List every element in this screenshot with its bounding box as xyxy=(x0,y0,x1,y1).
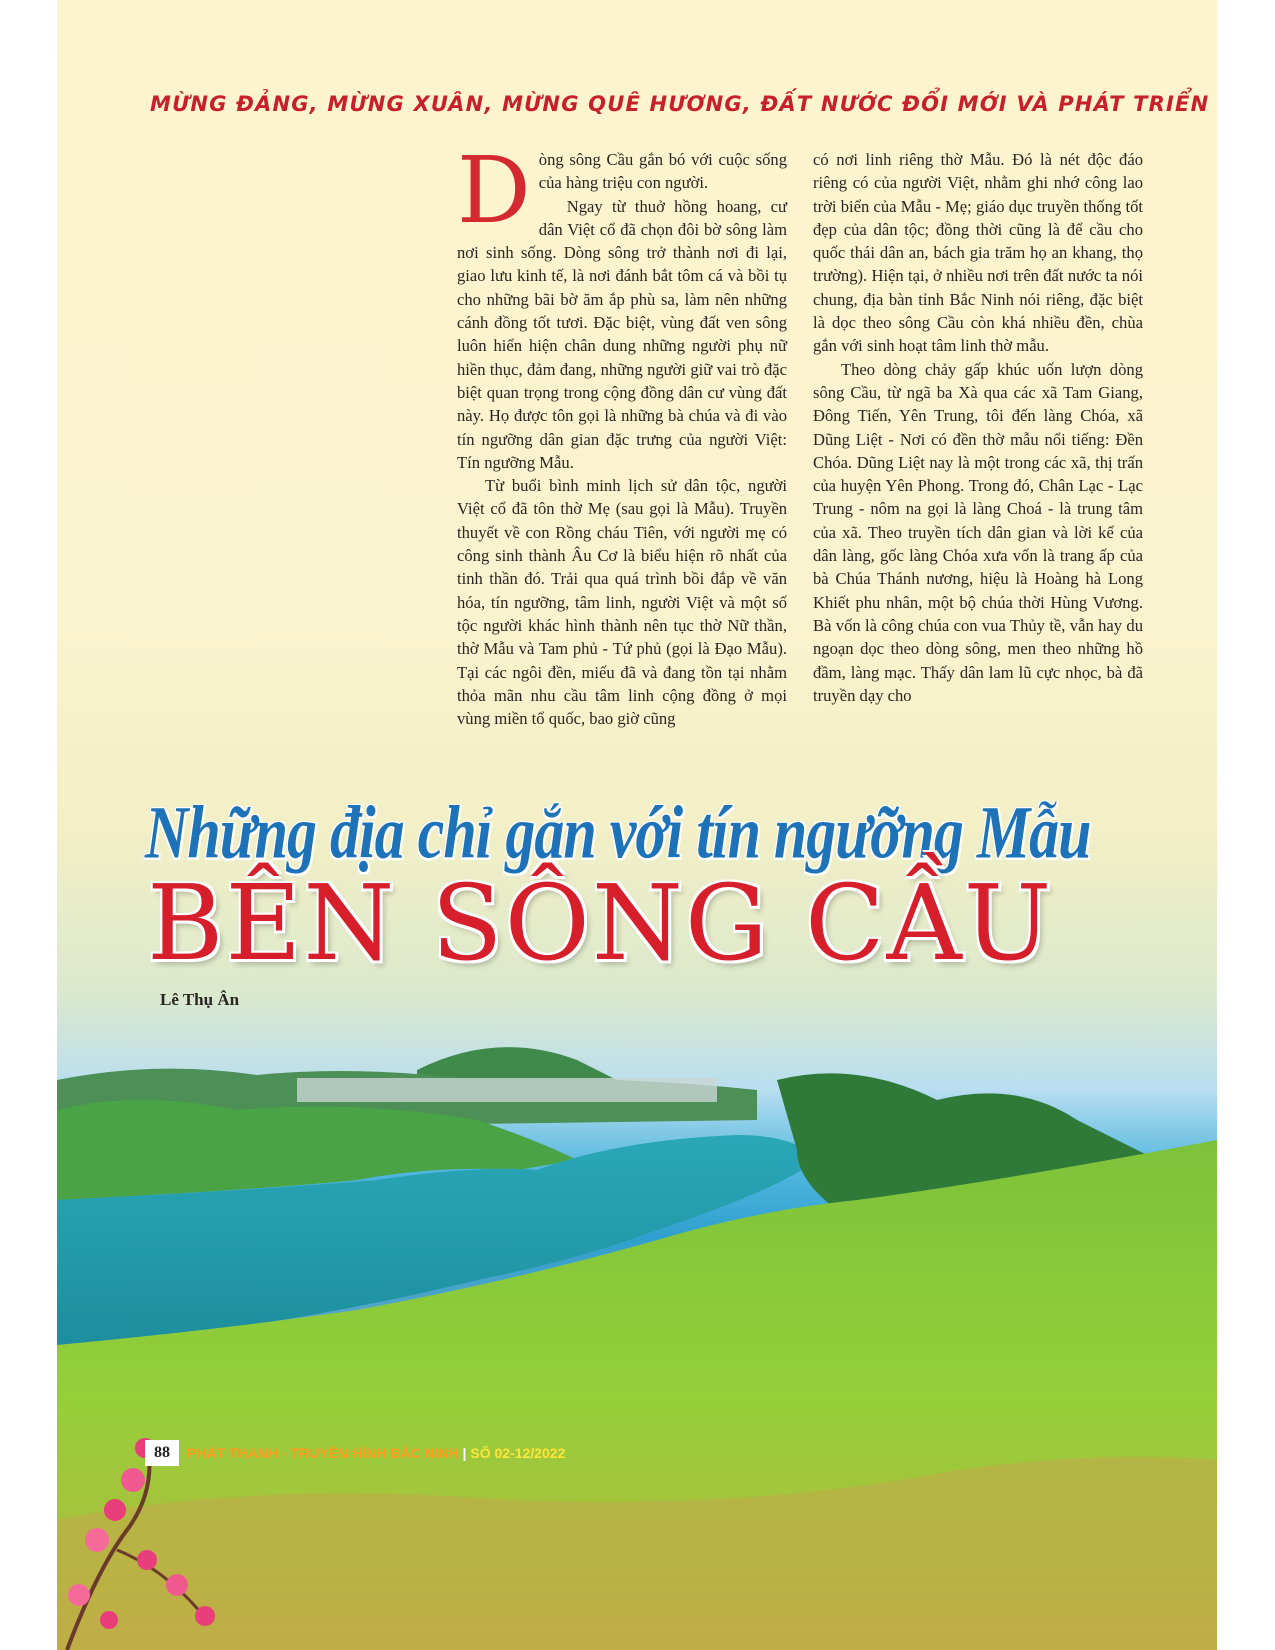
magazine-page xyxy=(57,0,1217,1650)
author-byline: Lê Thụ Ân xyxy=(160,990,240,1009)
drop-cap: D xyxy=(457,137,531,244)
article-paragraph: có nơi linh riêng thờ Mẫu. Đó là nét độc đáo riêng có của người Việt, nhằm ghi nhớ công lao trời biển của Mẫu - Mẹ; giáo dục truyền thống tốt đẹp của dân tộc; đồng thời cũng là để cầu cho quốc thái dân an, bách gia trăm họ an khang, thọ trường). Hiện tại, ở nhiều nơi trên đất nước ta nói chung, địa bàn tỉnh Bắc Ninh nói riêng, đặc biệt là dọc theo sông Cầu còn khá nhiều đền, chùa gắn với sinh hoạt tâm linh thờ mẫu. xyxy=(813,150,1143,356)
footer-separator: | xyxy=(462,1445,467,1461)
header-banner: MỪNG ĐẢNG, MỪNG XUÂN, MỪNG QUÊ HƯƠNG, ĐẤT NƯỚC ĐỔI MỚI VÀ PHÁT TRIỂN xyxy=(150,92,1210,116)
distant-hill xyxy=(417,1047,617,1080)
article-paragraph: Theo dòng chảy gấp khúc uốn lượn dòng sông Cầu, từ ngã ba Xà qua các xã Tam Giang, Đông Tiến, Yên Trung, tôi đến làng Chóa, xã Dũng Liệt - Nơi có đền thờ mẫu nổi tiếng: Đền Chóa. Dũng Liệt nay là một trong các xã, thị trấn của huyện Yên Phong. Trong đó, Chân Lạc - Lạc Trung - nôm na gọi là làng Choá - là trung tâm của xã. Theo truyền tích dân gian và lời kể của dân làng, gốc làng Chóa xưa vốn là trang ấp của bà Chúa Thánh nương, hiệu là Hoàng hà Long Khiết phu nhân, một bộ chúa thời Hùng Vương. Bà vốn là công chúa con vua Thủy tề, vẫn hay du ngoạn dọc theo dòng sông, men theo những hồ đầm, làng mạc. Thấy dân lam lũ cực nhọc, bà đã truyền dạy cho xyxy=(813,359,1143,705)
article-paragraph: Ngay từ thuở hồng hoang, cư dân Việt cổ đã chọn đôi bờ sông làm nơi sinh sống. Dòng sông trở thành nơi đi lại, giao lưu kinh tế, là nơi đánh bắt tôm cá và bồi tụ cho những bãi bờ ăm ắp phù sa, làm nên những cánh đồng tốt tươi. Đặc biệt, vùng đất ven sông luôn hiển hiện chân dung những người phụ nữ hiền thục, đảm đang, những người giữ vai trò đặc biệt quan trọng trong cộng đồng dân cư vùng đất này. Họ được tôn gọi là những bà chúa và đi vào tín ngưỡng dân gian đặc trưng của người Việt: Tín ngưỡng Mẫu. xyxy=(457,196,787,472)
article-title-line-1: Những địa chỉ gắn với tín ngưỡng Mẫu xyxy=(145,791,1091,874)
article-title-line-2: BÊN SÔNG CẦU xyxy=(147,862,1054,984)
page-number: 88 xyxy=(145,1440,179,1466)
article-column-1 xyxy=(457,137,787,730)
issue-number: SỐ 02-12/2022 xyxy=(470,1445,566,1461)
article-column-2 xyxy=(813,148,1143,707)
page-footer xyxy=(145,1440,565,1466)
village-houses xyxy=(297,1078,717,1102)
article-paragraph: òng sông Cầu gắn bó với cuộc sống của hàng triệu con người. xyxy=(538,150,787,193)
magazine-name: PHÁT THANH - TRUYỀN HÌNH BẮC NINH xyxy=(187,1445,459,1461)
article-paragraph: Từ buổi bình minh lịch sử dân tộc, người Việt cổ đã tôn thờ Mẹ (sau gọi là Mẫu). Truyền thuyết về con Rồng cháu Tiên, với người mẹ có công sinh thành Âu Cơ là biểu hiện rõ nhất của tinh thần đó. Trải qua quá trình bồi đắp về văn hóa, tín ngưỡng, tâm linh, người Việt và một số tộc người khác hình thành nên tục thờ Nữ thần, thờ Mẫu và Tam phủ - Tứ phủ (gọi là Đạo Mẫu). Tại các ngôi đền, miếu đã và đang tồn tại nhằm thỏa mãn nhu cầu tâm linh cộng đồng ở mọi vùng miền tổ quốc, bao giờ cũng xyxy=(457,476,787,729)
